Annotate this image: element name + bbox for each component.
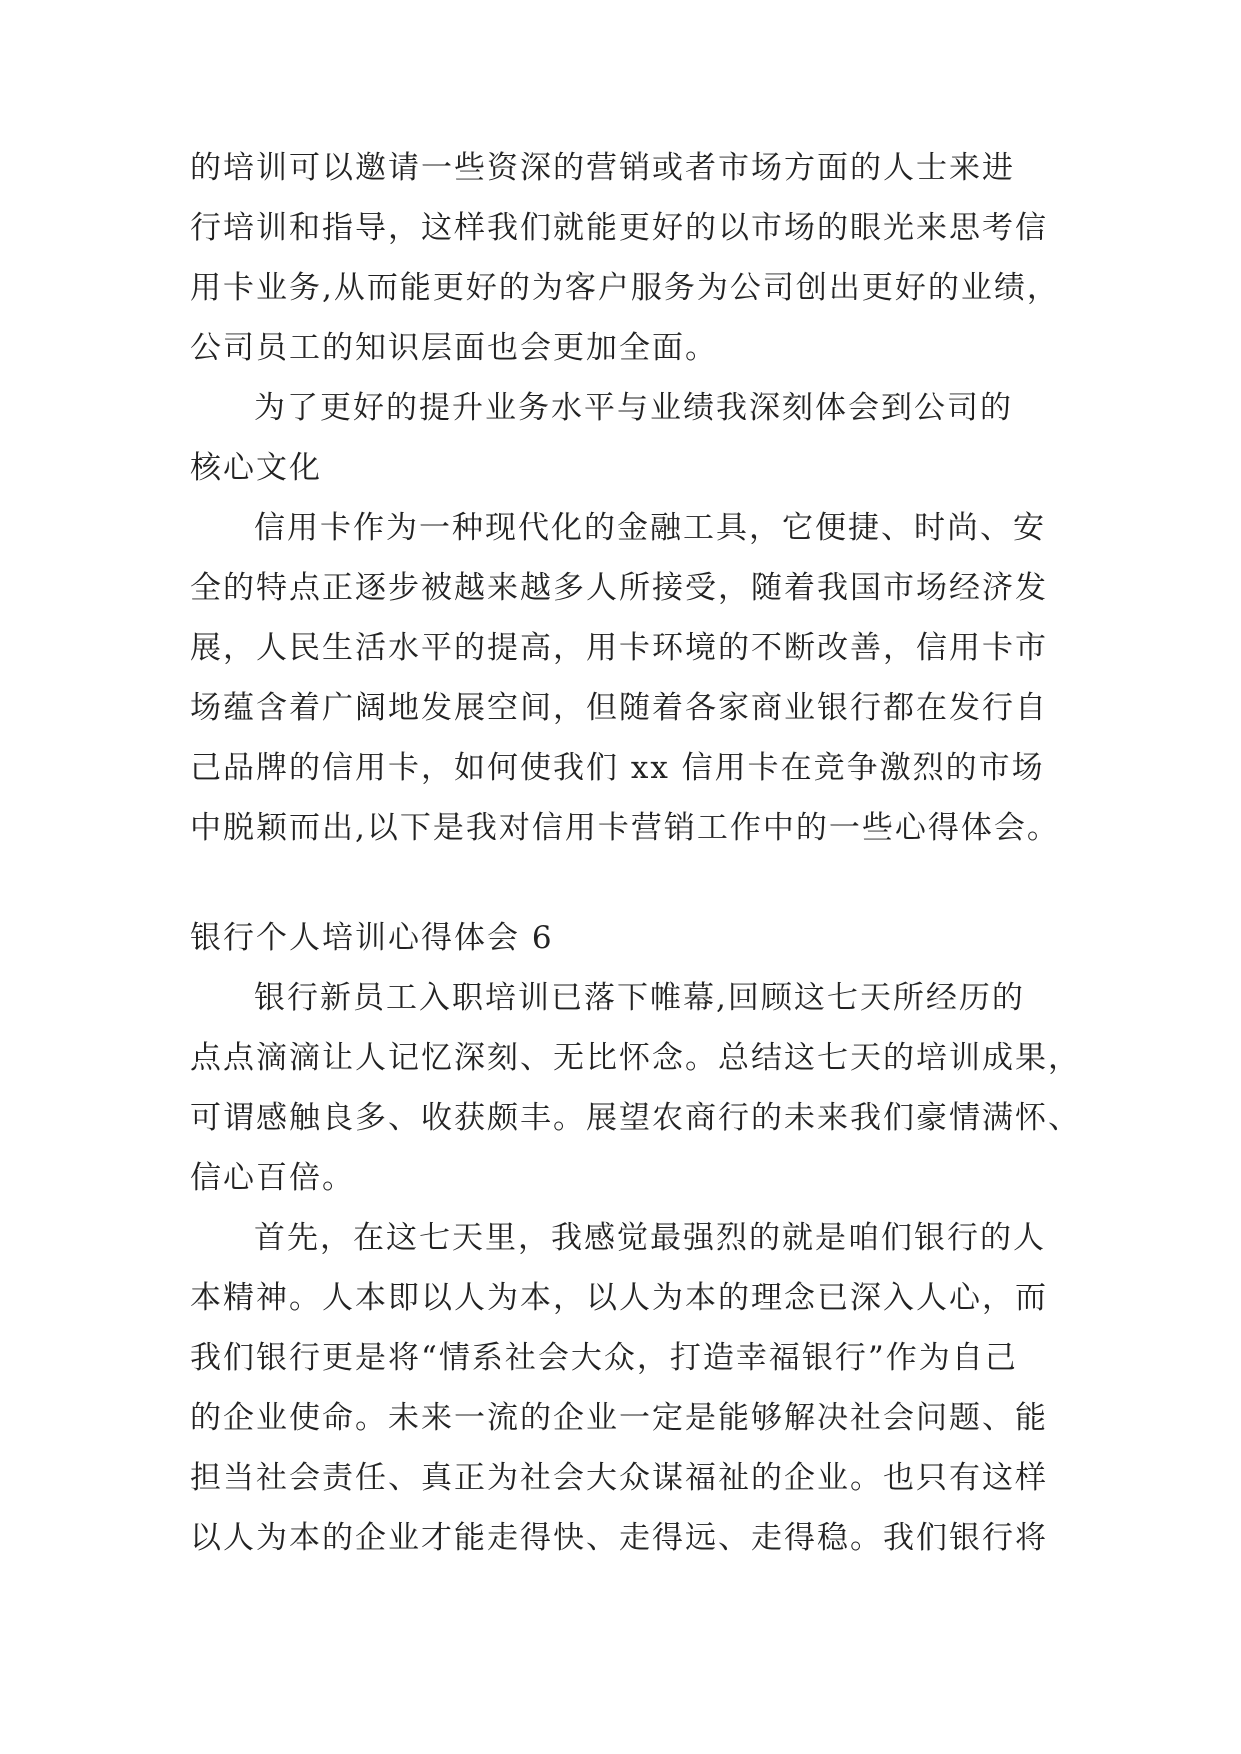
paragraph-line: 的企业使命。未来一流的企业一定是能够解决社会问题、能 xyxy=(190,1400,1048,1436)
paragraph-line: 场蕴含着广阔地发展空间，但随着各家商业银行都在发行自 xyxy=(190,690,1048,726)
paragraph-line: 本精神。人本即以人为本，以人为本的理念已深入人心，而 xyxy=(190,1280,1048,1316)
paragraph-line: 可谓感触良多、收获颇丰。展望农商行的未来我们豪情满怀、 xyxy=(190,1100,1081,1136)
paragraph-line: 银行新员工入职培训已落下帷幕,回顾这七天所经历的 xyxy=(254,980,1025,1016)
paragraph-line: 点点滴滴让人记忆深刻、无比怀念。总结这七天的培训成果， xyxy=(190,1040,1081,1076)
paragraph-line: 我们银行更是将“情系社会大众，打造幸福银行”作为自己 xyxy=(190,1340,1018,1376)
paragraph-line: 全的特点正逐步被越来越多人所接受，随着我国市场经济发 xyxy=(190,570,1048,606)
paragraph-line: 公司员工的知识层面也会更加全面。 xyxy=(190,330,718,366)
paragraph-line: 的培训可以邀请一些资深的营销或者市场方面的人士来进 xyxy=(190,150,1015,186)
paragraph-line: 为了更好的提升业务水平与业绩我深刻体会到公司的 xyxy=(254,390,1013,426)
paragraph-line: 信心百倍。 xyxy=(190,1160,355,1196)
paragraph-line: 首先，在这七天里，我感觉最强烈的就是咱们银行的人 xyxy=(254,1220,1046,1256)
paragraph-line: 用卡业务,从而能更好的为客户服务为公司创出更好的业绩， xyxy=(190,270,1060,306)
section-heading: 银行个人培训心得体会 6 xyxy=(190,920,554,956)
paragraph-line: 担当社会责任、真正为社会大众谋福祉的企业。也只有这样 xyxy=(190,1460,1048,1496)
paragraph-line: 信用卡作为一种现代化的金融工具，它便捷、时尚、安 xyxy=(254,510,1046,546)
paragraph-line: 核心文化 xyxy=(190,450,322,486)
paragraph-line: 展，人民生活水平的提高，用卡环境的不断改善，信用卡市 xyxy=(190,630,1048,666)
paragraph-line: 行培训和指导，这样我们就能更好的以市场的眼光来思考信 xyxy=(190,210,1048,246)
paragraph-line: 己品牌的信用卡，如何使我们 xx 信用卡在竞争激烈的市场 xyxy=(190,750,1045,786)
paragraph-line: 中脱颖而出,以下是我对信用卡营销工作中的一些心得体会。 xyxy=(190,810,1060,846)
paragraph-line: 以人为本的企业才能走得快、走得远、走得稳。我们银行将 xyxy=(190,1520,1048,1556)
